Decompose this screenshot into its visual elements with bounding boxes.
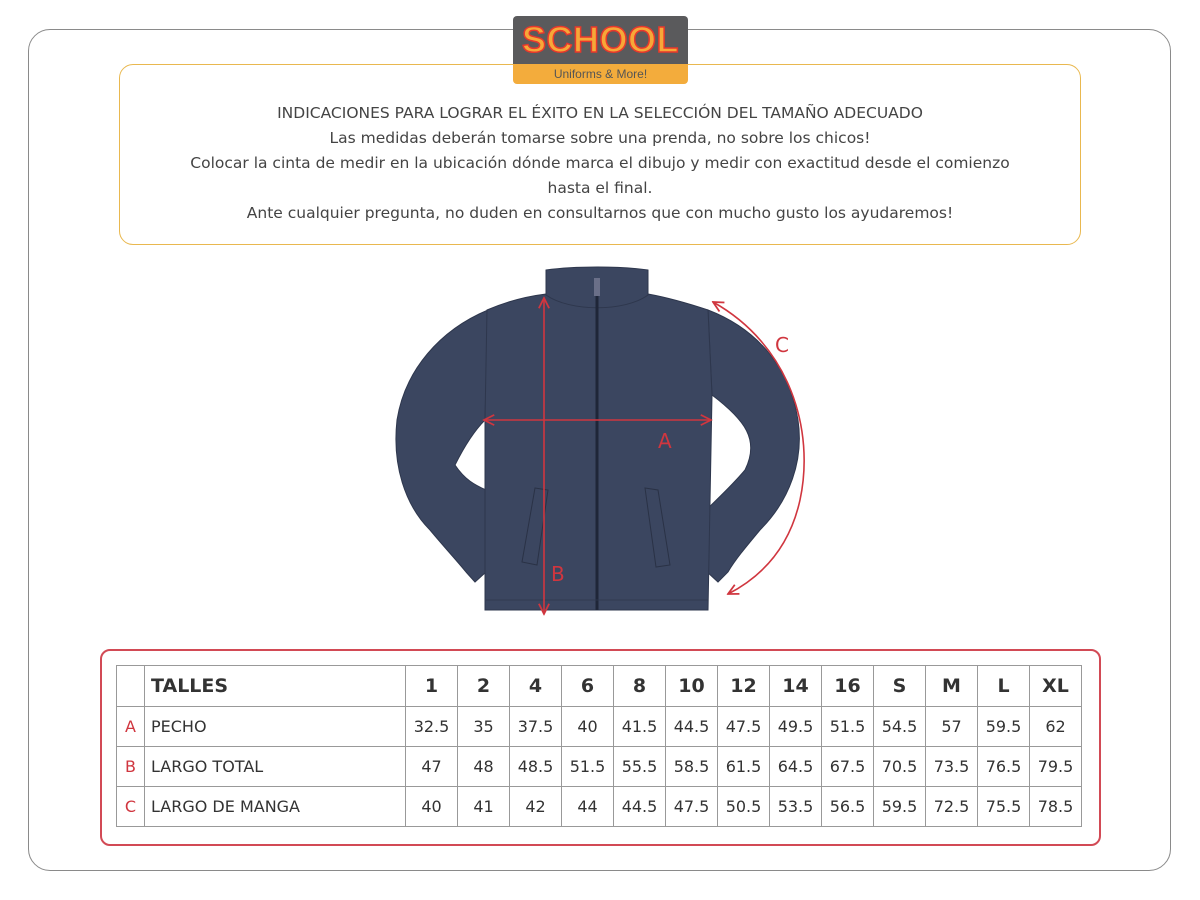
row-name: LARGO DE MANGA (145, 787, 406, 827)
table-cell: 62 (1030, 707, 1082, 747)
table-cell: 42 (510, 787, 562, 827)
brand-logo (513, 16, 688, 84)
table-cell: 56.5 (822, 787, 874, 827)
table-cell: 40 (406, 787, 458, 827)
zipper-pull (594, 278, 600, 296)
jacket-diagram (380, 250, 840, 630)
table-cell: 75.5 (978, 787, 1030, 827)
size-header: 6 (562, 666, 614, 707)
table-cell: 58.5 (666, 747, 718, 787)
instructions-line-1: Las medidas deberán tomarse sobre una prenda, no sobre los chicos! (329, 129, 871, 147)
instructions-line-3: Ante cualquier pregunta, no duden en consultarnos que con mucho gusto los ayudaremos! (246, 204, 954, 222)
table-cell: 50.5 (718, 787, 770, 827)
table-cell: 64.5 (770, 747, 822, 787)
logo-title: SCHOOL (521, 19, 679, 60)
size-header: L (978, 666, 1030, 707)
instructions-line-2: Colocar la cinta de medir en la ubicación dónde marca el dibujo y medir con exactitud desde el comienzo hasta el final. (190, 154, 1010, 197)
size-header: S (874, 666, 926, 707)
size-header-row (117, 666, 1082, 707)
table-cell: 55.5 (614, 747, 666, 787)
table-cell: 49.5 (770, 707, 822, 747)
size-header: 2 (458, 666, 510, 707)
table-cell: 44 (562, 787, 614, 827)
table-cell: 44.5 (666, 707, 718, 747)
table-cell: 47.5 (666, 787, 718, 827)
measure-c-label: C (775, 333, 789, 357)
table-cell: 53.5 (770, 787, 822, 827)
table-cell: 59.5 (978, 707, 1030, 747)
row-letter: A (117, 707, 145, 747)
size-header: 1 (406, 666, 458, 707)
instructions-box (119, 64, 1081, 245)
instructions-heading: INDICACIONES PARA LOGRAR EL ÉXITO EN LA SELECCIÓN DEL TAMAÑO ADECUADO (277, 104, 923, 122)
measure-a-label: A (658, 429, 672, 453)
table-cell: 51.5 (562, 747, 614, 787)
size-header: 16 (822, 666, 874, 707)
table-cell: 73.5 (926, 747, 978, 787)
row-letter: C (117, 787, 145, 827)
size-header: 4 (510, 666, 562, 707)
table-row (117, 747, 1082, 787)
table-cell: 78.5 (1030, 787, 1082, 827)
table-cell: 35 (458, 707, 510, 747)
table-cell: 44.5 (614, 787, 666, 827)
header-talles: TALLES (145, 666, 406, 707)
table-cell: 41.5 (614, 707, 666, 747)
table-row (117, 707, 1082, 747)
table-cell: 47.5 (718, 707, 770, 747)
size-header: XL (1030, 666, 1082, 707)
jacket-left-sleeve (396, 310, 488, 582)
table-cell: 67.5 (822, 747, 874, 787)
table-cell: 59.5 (874, 787, 926, 827)
logo-banner (513, 16, 688, 64)
size-header: 12 (718, 666, 770, 707)
row-name: PECHO (145, 707, 406, 747)
measure-b-label: B (551, 562, 565, 586)
logo-subtitle: Uniforms & More! (513, 64, 688, 84)
table-cell: 48.5 (510, 747, 562, 787)
size-header: 8 (614, 666, 666, 707)
table-cell: 57 (926, 707, 978, 747)
header-blank-cell (117, 666, 145, 707)
table-cell: 41 (458, 787, 510, 827)
table-cell: 37.5 (510, 707, 562, 747)
table-cell: 76.5 (978, 747, 1030, 787)
size-header: M (926, 666, 978, 707)
table-cell: 51.5 (822, 707, 874, 747)
table-row (117, 787, 1082, 827)
size-header: 10 (666, 666, 718, 707)
row-letter: B (117, 747, 145, 787)
table-cell: 79.5 (1030, 747, 1082, 787)
table-cell: 32.5 (406, 707, 458, 747)
table-cell: 70.5 (874, 747, 926, 787)
table-cell: 54.5 (874, 707, 926, 747)
table-cell: 40 (562, 707, 614, 747)
table-cell: 72.5 (926, 787, 978, 827)
size-header: 14 (770, 666, 822, 707)
table-cell: 47 (406, 747, 458, 787)
size-table (116, 665, 1082, 827)
table-cell: 48 (458, 747, 510, 787)
table-cell: 61.5 (718, 747, 770, 787)
row-name: LARGO TOTAL (145, 747, 406, 787)
